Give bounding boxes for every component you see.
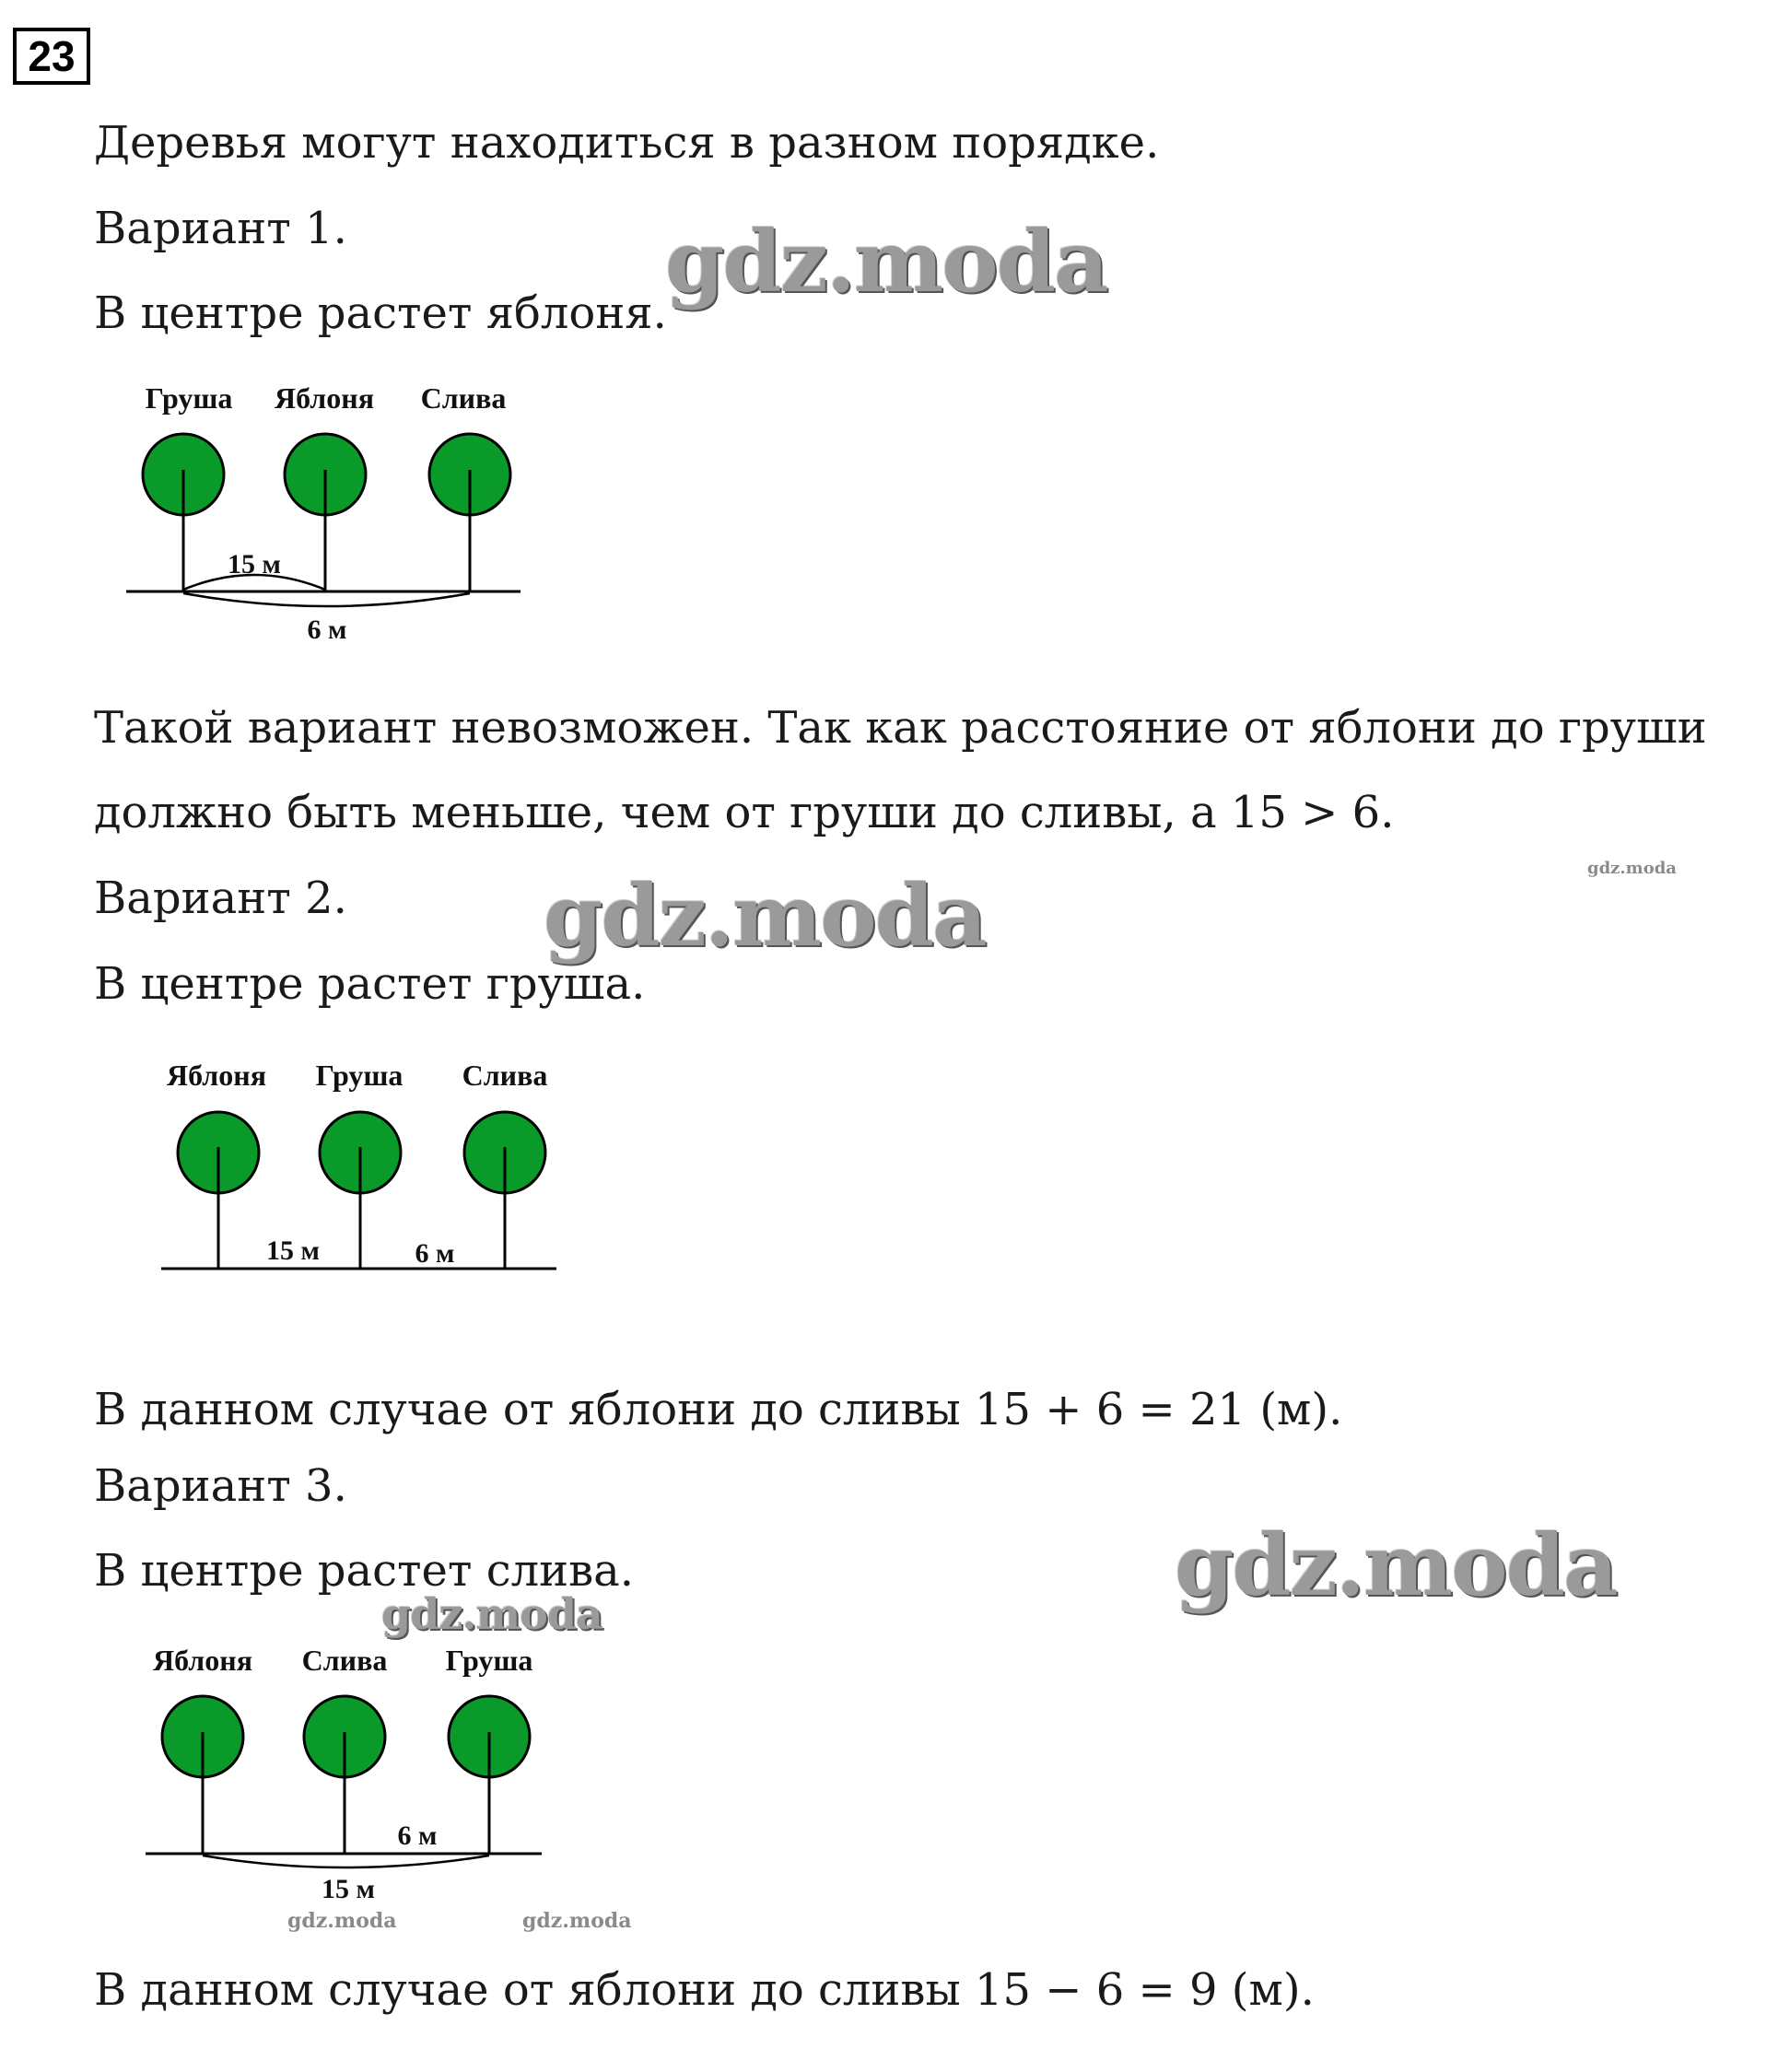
watermark: gdz.moda — [287, 1909, 397, 1933]
variant-1-center: В центре растет яблоня. — [94, 287, 667, 339]
variant-3-title: Вариант 3. — [94, 1460, 347, 1512]
distance-label: 6 м — [397, 1820, 438, 1851]
diagram-variant-2 — [157, 1055, 580, 1276]
problem-number: 23 — [13, 28, 90, 85]
variant-2-result: В данном случае от яблони до сливы 15 + 6 = 21 (м). — [94, 1384, 1343, 1435]
tree-label: Яблоня — [274, 381, 375, 415]
tree-icon — [449, 1696, 530, 1854]
variant-2-center: В центре растет груша. — [94, 958, 646, 1010]
distance-label: 6 м — [415, 1238, 455, 1269]
watermark: gdz.moda — [522, 1909, 632, 1933]
tree-icon — [178, 1112, 259, 1269]
distance-label: 15 м — [322, 1874, 375, 1904]
watermark: gdz.moda — [381, 1589, 602, 1639]
tree-label: Груша — [145, 381, 233, 415]
tree-label: Слива — [462, 1059, 548, 1092]
distance-arc — [183, 593, 470, 606]
tree-icon — [320, 1112, 401, 1269]
distance-label: 6 м — [307, 615, 347, 645]
intro-text: Деревья могут находиться в разном порядке. — [94, 117, 1160, 169]
variant-1-explanation-line-2: должно быть меньше, чем от груши до сливы, а 15 > 6. — [94, 787, 1395, 838]
tree-label: Груша — [445, 1644, 533, 1677]
tree-icon — [143, 434, 224, 591]
tree-icon — [285, 434, 366, 591]
tree-label: Яблоня — [152, 1644, 253, 1677]
distance-arc — [203, 1855, 489, 1867]
diagram-variant-1 — [120, 378, 544, 654]
watermark: gdz.moda — [665, 212, 1107, 311]
variant-3-center: В центре растет слива. — [94, 1545, 635, 1597]
distance-label: 15 м — [228, 549, 281, 579]
variant-3-result: В данном случае от яблони до сливы 15 − 6 = 9 (м). — [94, 1964, 1315, 2016]
variant-1-title: Вариант 1. — [94, 203, 347, 254]
tree-icon — [162, 1696, 243, 1854]
diagram-variant-3 — [138, 1640, 562, 1907]
tree-label: Яблоня — [166, 1059, 267, 1092]
watermark: gdz.moda — [1175, 1516, 1617, 1615]
tree-label: Груша — [315, 1059, 404, 1092]
tree-label: Слива — [420, 381, 507, 415]
variant-1-explanation-line-1: Такой вариант невозможен. Так как расстояние от яблони до груши — [94, 702, 1707, 754]
watermark: gdz.moda — [1587, 859, 1677, 878]
tree-icon — [464, 1112, 545, 1269]
tree-icon — [304, 1696, 385, 1854]
watermark: gdz.moda — [544, 866, 986, 966]
tree-label: Слива — [301, 1644, 388, 1677]
distance-label: 15 м — [266, 1235, 320, 1266]
variant-2-title: Вариант 2. — [94, 872, 347, 924]
tree-icon — [429, 434, 510, 591]
